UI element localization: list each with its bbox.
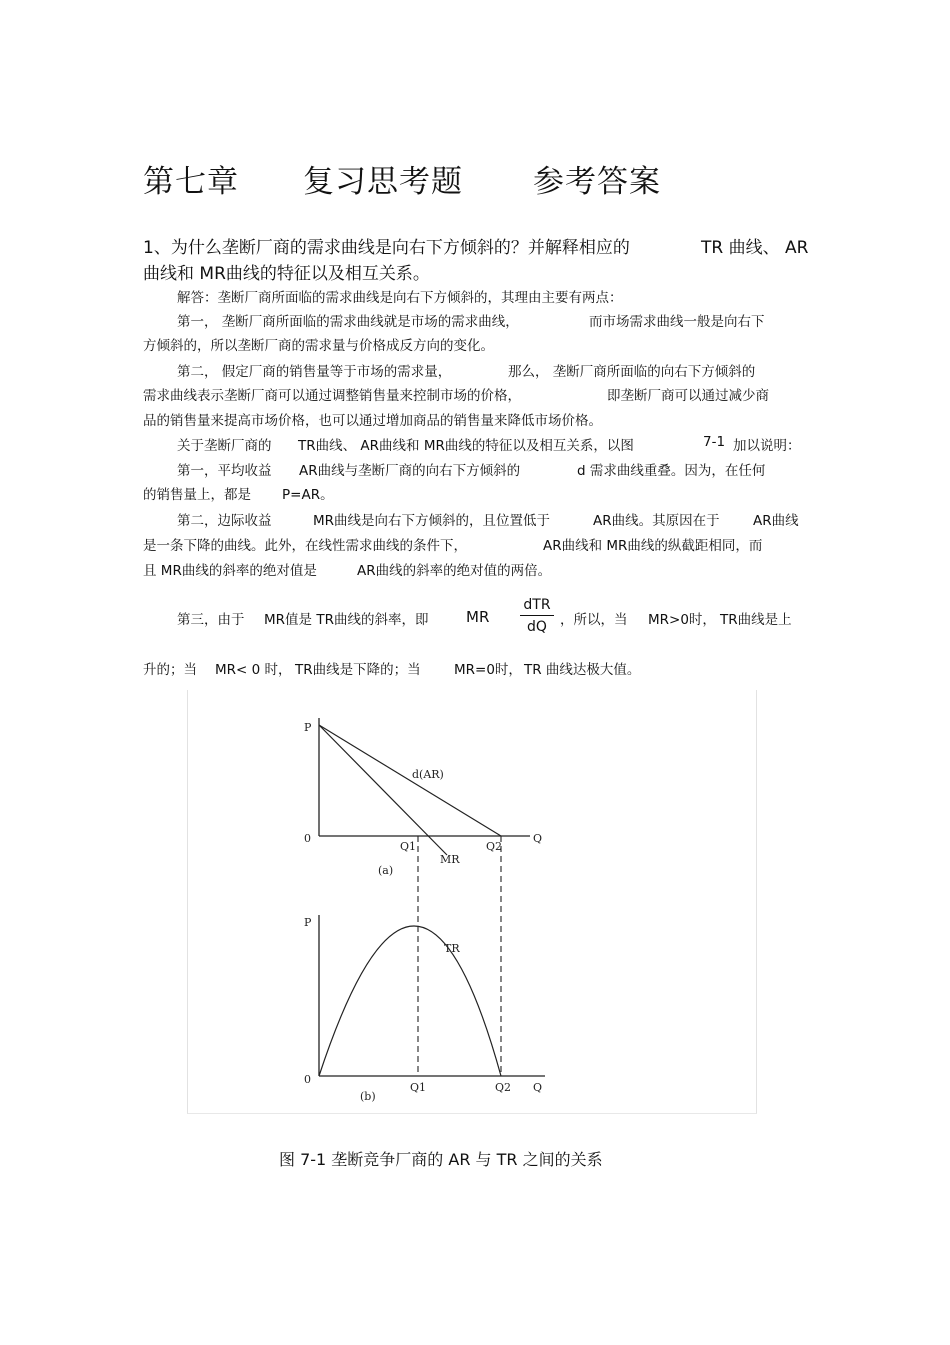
answer-second-a: 第二， 假定厂商的销售量等于市场的需求量，	[177, 364, 452, 380]
formula-fraction	[520, 597, 554, 635]
fig-a-ar-label: d(AR)	[412, 768, 444, 781]
answer-mr-b: MR曲线是向右下方倾斜的，且位置低于	[313, 513, 551, 529]
page-title	[143, 156, 661, 201]
fig-a-sublabel: (a)	[378, 864, 394, 877]
fig-b-tr-curve	[319, 926, 501, 1076]
fig-a-ar-curve	[319, 725, 501, 836]
answer-ar-a: 第一，平均收益	[177, 463, 272, 479]
answer-third-j: TR 曲线达极大值。	[524, 662, 641, 678]
answer-third-f: 升的；当	[143, 662, 197, 678]
answer-first-b: 而市场需求曲线一般是向右下	[589, 314, 765, 330]
fig-a-q-label: Q	[533, 832, 543, 845]
answer-third-b: MR值是 TR曲线的斜率，即	[264, 612, 429, 628]
question-text-a: 1、为什么垄断厂商的需求曲线是向右下方倾斜的？并解释相应的	[143, 238, 630, 258]
answer-relation-d: 加以说明：	[733, 438, 801, 454]
fig-a-q2-label: Q2	[486, 840, 503, 853]
answer-third-c: ，所以，当	[560, 612, 628, 628]
answer-first-c: 方倾斜的，所以垄断厂商的需求量与价格成反方向的变化。	[143, 338, 494, 354]
answer-second-c: 需求曲线表示垄断厂商可以通过调整销售量来控制市场的价格，	[143, 388, 521, 404]
fig-b-tr-label: TR	[444, 942, 460, 955]
fig-b-q1-label: Q1	[410, 1081, 427, 1094]
answer-third-e: TR曲线是上	[720, 612, 792, 628]
title-chapter: 第七章	[143, 164, 239, 200]
answer-mr-c: AR曲线。其原因在于	[593, 513, 720, 529]
answer-ar-c: d 需求曲线重叠。因为，在任何	[577, 463, 766, 479]
answer-third-a: 第三，由于	[177, 612, 245, 628]
answer-second-d: 即垄断厂商可以通过减少商	[607, 388, 769, 404]
answer-mr-d: AR曲线	[753, 513, 799, 529]
answer-ar-e: P=AR。	[282, 487, 334, 503]
answer-mr-g: 且 MR曲线的斜率的绝对值是	[143, 563, 317, 579]
figure-caption: 图 7-1 垄断竞争厂商的 AR 与 TR 之间的关系	[279, 1150, 603, 1169]
answer-intro: 解答：垄断厂商所面临的需求曲线是向右下方倾斜的，其理由主要有两点：	[177, 290, 623, 306]
fig-b-origin-label: 0	[304, 1073, 311, 1086]
fig-b-sublabel: (b)	[360, 1090, 376, 1103]
question-line-1b: TR 曲线、 AR	[701, 238, 809, 258]
answer-mr-e: 是一条下降的曲线。此外，在线性需求曲线的条件下，	[143, 538, 467, 554]
answer-third-i: MR=0时，	[454, 662, 522, 678]
fig-b-p-label: P	[304, 916, 312, 929]
question-line-1	[143, 233, 630, 258]
question-line-2: 曲线和 MR曲线的特征以及相互关系。	[143, 264, 430, 284]
figure-svg	[188, 690, 756, 1113]
answer-third-g: MR< 0 时，	[215, 662, 292, 678]
answer-relation-c: 7-1	[703, 434, 726, 450]
answer-second-e: 品的销售量来提高市场价格，也可以通过增加商品的销售量来降低市场价格。	[143, 413, 602, 429]
fig-b-q-label: Q	[533, 1081, 543, 1094]
answer-ar-d: 的销售量上，都是	[143, 487, 251, 503]
answer-ar-b: AR曲线与垄断厂商的向右下方倾斜的	[299, 463, 521, 479]
formula-denominator: dQ	[527, 619, 547, 635]
fig-a-q1-label: Q1	[400, 840, 417, 853]
answer-relation-b: TR曲线、 AR曲线和 MR曲线的特征以及相互关系，以图	[298, 438, 634, 454]
title-part2: 复习思考题	[303, 164, 463, 200]
answer-mr-f: AR曲线和 MR曲线的纵截距相同，而	[543, 538, 763, 554]
fig-a-origin-label: 0	[304, 832, 311, 845]
answer-mr-h: AR曲线的斜率的绝对值的两倍。	[357, 563, 552, 579]
answer-third-d: MR>0时，	[648, 612, 716, 628]
fig-a-mr-label: MR	[440, 853, 460, 866]
formula-numerator: dTR	[520, 597, 554, 616]
fig-a-p-label: P	[304, 721, 312, 734]
answer-first-a: 第一， 垄断厂商所面临的需求曲线就是市场的需求曲线，	[177, 314, 519, 330]
answer-second-b: 那么， 垄断厂商所面临的向右下方倾斜的	[508, 364, 756, 380]
title-part3: 参考答案	[533, 164, 661, 200]
answer-third-h: TR曲线是下降的；当	[295, 662, 421, 678]
answer-mr-a: 第二，边际收益	[177, 513, 272, 529]
fig-b-q2-label: Q2	[495, 1081, 512, 1094]
figure-7-1	[187, 690, 757, 1114]
formula-mr: MR	[466, 608, 490, 626]
answer-relation-a: 关于垄断厂商的	[177, 438, 272, 454]
